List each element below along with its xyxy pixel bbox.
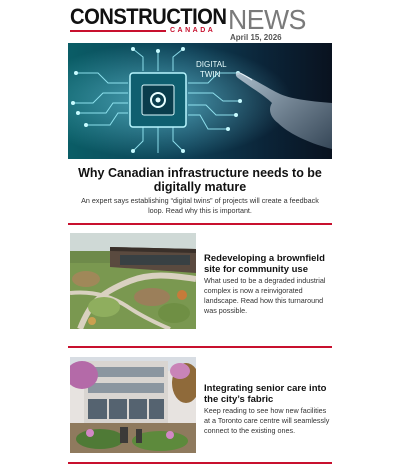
issue-date: April 15, 2026 bbox=[230, 33, 282, 42]
digital-twin-label-2: TWIN bbox=[200, 70, 221, 79]
article-description-brownfield: What used to be a degraded industrial complex is now a reinvigorated landscape. Read how this turnaround was possible. bbox=[204, 276, 326, 315]
article-description-senior-care: Keep reading to see how new facilities at a Toronto care centre will seamlessly connect to the existing ones. bbox=[204, 406, 330, 435]
brand-logo[interactable] bbox=[70, 6, 240, 28]
brownfield-photo bbox=[70, 233, 196, 329]
brand-rule-left bbox=[70, 30, 166, 32]
section-divider bbox=[68, 346, 332, 348]
section-divider bbox=[68, 462, 332, 464]
digital-twin-label-1: DIGITAL bbox=[196, 60, 227, 69]
article-image-senior-care[interactable] bbox=[70, 357, 196, 453]
article-headline-brownfield[interactable]: Redeveloping a brownfield site for community use bbox=[204, 253, 325, 275]
brand-name: CONSTRUCTION bbox=[70, 4, 227, 29]
brand-subtitle bbox=[170, 26, 220, 36]
hero-description: An expert says establishing “digital twins” of projects will create a feedback loop. Read why this is important. bbox=[81, 196, 319, 215]
hero-headline[interactable]: Why Canadian infrastructure needs to be digitally mature bbox=[78, 166, 322, 194]
masthead[interactable] bbox=[70, 6, 330, 44]
article-image-brownfield[interactable] bbox=[70, 233, 196, 329]
digital-twin-illustration bbox=[68, 43, 332, 159]
senior-care-photo bbox=[70, 357, 196, 453]
news-wordmark: NEWS bbox=[228, 4, 306, 35]
section-divider bbox=[68, 223, 332, 225]
brand-subtitle-text: CANADA bbox=[170, 27, 216, 34]
article-headline-senior-care[interactable]: Integrating senior care into the city’s fabric bbox=[204, 383, 327, 405]
hero-image[interactable] bbox=[68, 43, 332, 159]
